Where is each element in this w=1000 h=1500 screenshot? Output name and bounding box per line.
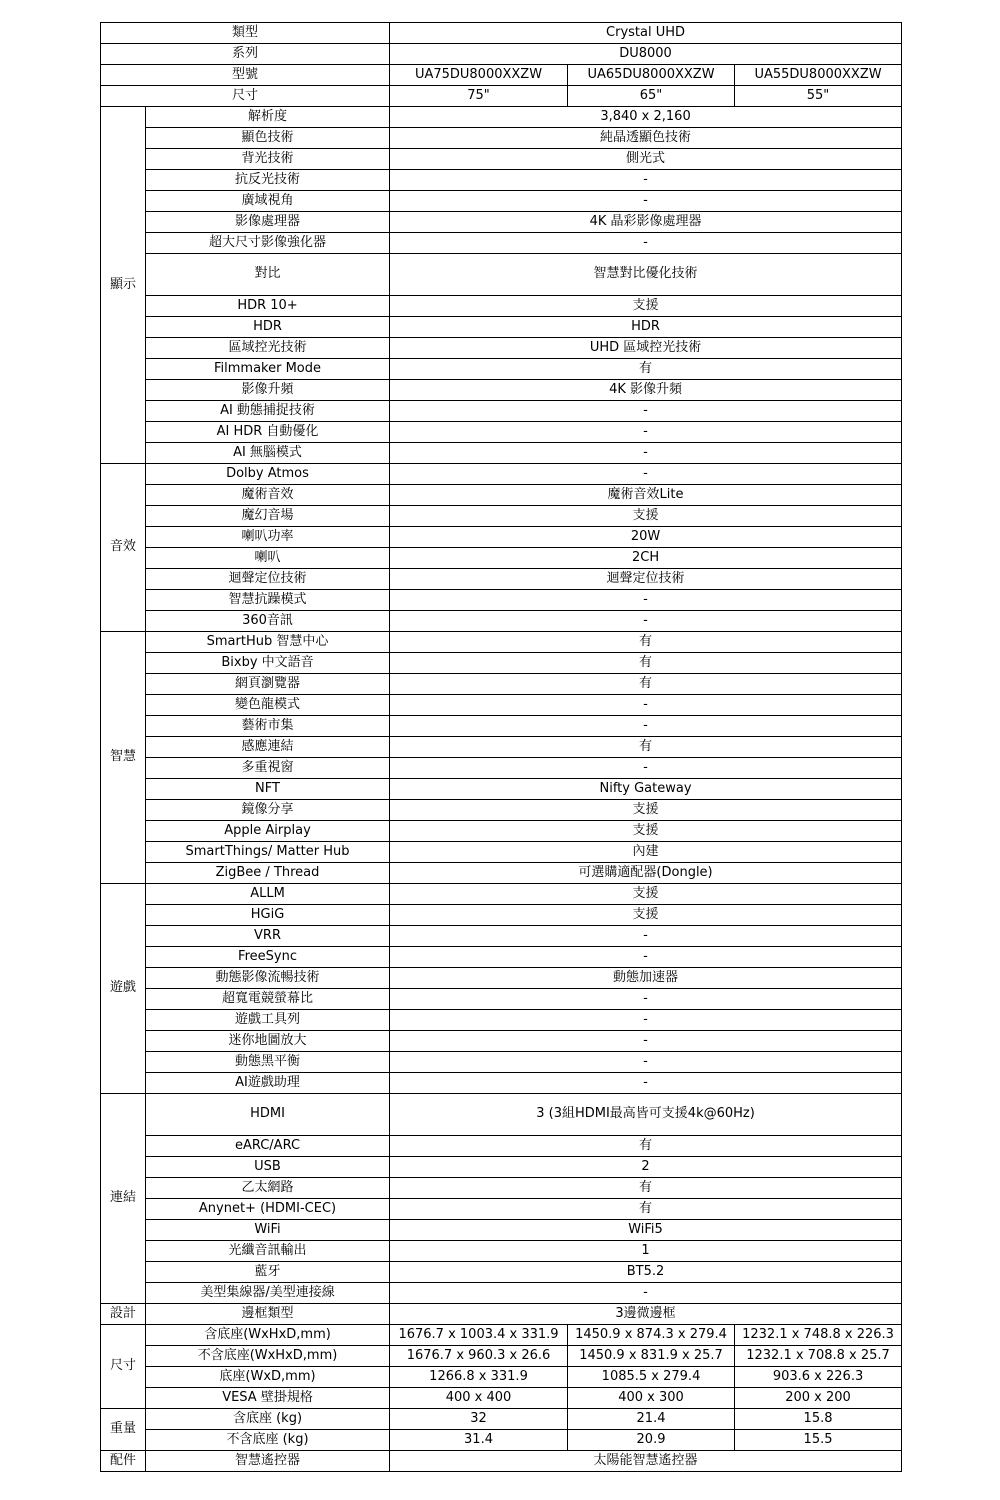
spec-row [101,590,902,611]
spec-label: 對比 [146,254,390,296]
spec-row [101,1199,902,1220]
spec-label: 超大尺寸影像強化器 [146,233,390,254]
spec-value: 有 [390,674,902,695]
spec-value: - [390,1052,902,1073]
spec-label: 含底座 (kg) [146,1409,390,1430]
spec-label: VRR [146,926,390,947]
spec-row [101,1136,902,1157]
spec-label: SmartThings/ Matter Hub [146,842,390,863]
spec-value: 31.4 [390,1430,568,1451]
header-row [101,44,902,65]
spec-row [101,1178,902,1199]
spec-row [101,359,902,380]
spec-label: HDR [146,317,390,338]
spec-value: 1 [390,1241,902,1262]
spec-value: 21.4 [568,1409,735,1430]
spec-value: 1085.5 x 279.4 [568,1367,735,1388]
spec-label: 含底座(WxHxD,mm) [146,1325,390,1346]
spec-value: 支援 [390,905,902,926]
spec-value: - [390,443,902,464]
spec-row [101,611,902,632]
spec-label: AI 無腦模式 [146,443,390,464]
spec-value: 15.5 [735,1430,902,1451]
spec-label: 影像升頻 [146,380,390,401]
spec-value: 迴聲定位技術 [390,569,902,590]
spec-value: HDR [390,317,902,338]
spec-label: ZigBee / Thread [146,863,390,884]
spec-row [101,1367,902,1388]
spec-value: - [390,716,902,737]
spec-value: - [390,464,902,485]
spec-value: 純晶透顯色技術 [390,128,902,149]
header-row [101,86,902,107]
spec-value: 2 [390,1157,902,1178]
spec-value: 3 (3組HDMI最高皆可支援4k@60Hz) [390,1094,902,1136]
spec-row [101,821,902,842]
spec-label: AI 動態捕捉技術 [146,401,390,422]
spec-value: Nifty Gateway [390,779,902,800]
spec-row [101,506,902,527]
spec-row [101,1409,902,1430]
spec-value: 20W [390,527,902,548]
spec-label: 多重視窗 [146,758,390,779]
spec-label: 變色龍模式 [146,695,390,716]
spec-value: 有 [390,1199,902,1220]
spec-label: AI遊戲助理 [146,1073,390,1094]
spec-label: 顯色技術 [146,128,390,149]
section-label: 設計 [101,1304,146,1325]
spec-value: - [390,989,902,1010]
spec-row [101,884,902,905]
section-label: 顯示 [101,107,146,464]
spec-label: USB [146,1157,390,1178]
spec-label: 智慧遙控器 [146,1451,390,1472]
spec-row [101,149,902,170]
spec-label: 鏡像分享 [146,800,390,821]
spec-row [101,905,902,926]
header-label: 型號 [101,65,390,86]
spec-row [101,653,902,674]
spec-label: 邊框類型 [146,1304,390,1325]
spec-row [101,1094,902,1136]
spec-value: - [390,758,902,779]
spec-row [101,1388,902,1409]
spec-label: 不含底座(WxHxD,mm) [146,1346,390,1367]
spec-label: Anynet+ (HDMI-CEC) [146,1199,390,1220]
spec-value: 2CH [390,548,902,569]
spec-row [101,674,902,695]
spec-label: Dolby Atmos [146,464,390,485]
spec-value: - [390,170,902,191]
spec-row [101,1283,902,1304]
spec-row [101,779,902,800]
header-label: 類型 [101,23,390,44]
header-label: 系列 [101,44,390,65]
header-value: Crystal UHD [390,23,902,44]
spec-label: Bixby 中文語音 [146,653,390,674]
spec-value: 32 [390,1409,568,1430]
spec-value: - [390,1073,902,1094]
spec-label: 解析度 [146,107,390,128]
spec-label: HDR 10+ [146,296,390,317]
spec-label: Apple Airplay [146,821,390,842]
spec-value: 903.6 x 226.3 [735,1367,902,1388]
spec-label: 智慧抗躁模式 [146,590,390,611]
spec-value: - [390,926,902,947]
spec-label: 區域控光技術 [146,338,390,359]
spec-label: HDMI [146,1094,390,1136]
spec-row [101,527,902,548]
section-label: 音效 [101,464,146,632]
spec-label: 感應連結 [146,737,390,758]
spec-value: 可選購適配器(Dongle) [390,863,902,884]
spec-label: SmartHub 智慧中心 [146,632,390,653]
spec-row [101,1304,902,1325]
spec-row [101,548,902,569]
spec-row [101,1346,902,1367]
section-label: 配件 [101,1451,146,1472]
spec-row [101,191,902,212]
spec-row [101,1073,902,1094]
section-label: 遊戲 [101,884,146,1094]
spec-row [101,716,902,737]
spec-label: 迷你地圖放大 [146,1031,390,1052]
spec-value: 支援 [390,821,902,842]
spec-value: 1450.9 x 831.9 x 25.7 [568,1346,735,1367]
spec-value: 400 x 400 [390,1388,568,1409]
spec-value: WiFi5 [390,1220,902,1241]
spec-label: HGiG [146,905,390,926]
spec-label: 影像處理器 [146,212,390,233]
section-label: 重量 [101,1409,146,1451]
spec-label: 遊戲工具列 [146,1010,390,1031]
spec-value: 有 [390,1136,902,1157]
spec-label: FreeSync [146,947,390,968]
spec-value: 支援 [390,800,902,821]
spec-value: - [390,1283,902,1304]
spec-label: 魔術音效 [146,485,390,506]
spec-value: 1676.7 x 1003.4 x 331.9 [390,1325,568,1346]
spec-value: 魔術音效Lite [390,485,902,506]
spec-label: Filmmaker Mode [146,359,390,380]
spec-row [101,338,902,359]
spec-value: - [390,233,902,254]
spec-value: UHD 區域控光技術 [390,338,902,359]
spec-row [101,485,902,506]
spec-value: - [390,611,902,632]
spec-value: 1676.7 x 960.3 x 26.6 [390,1346,568,1367]
spec-value: 400 x 300 [568,1388,735,1409]
spec-row [101,695,902,716]
spec-label: 網頁瀏覽器 [146,674,390,695]
spec-row [101,233,902,254]
spec-label: 動態影像流暢技術 [146,968,390,989]
spec-row [101,107,902,128]
spec-value: 有 [390,632,902,653]
spec-value: 1450.9 x 874.3 x 279.4 [568,1325,735,1346]
spec-value: - [390,1031,902,1052]
spec-label: NFT [146,779,390,800]
spec-row [101,1241,902,1262]
spec-value: 智慧對比優化技術 [390,254,902,296]
spec-label: 迴聲定位技術 [146,569,390,590]
spec-label: 360音訊 [146,611,390,632]
spec-label: 喇叭 [146,548,390,569]
section-label: 智慧 [101,632,146,884]
header-value: 55" [735,86,902,107]
spec-value: 有 [390,653,902,674]
spec-row [101,1031,902,1052]
spec-value: 內建 [390,842,902,863]
spec-value: - [390,695,902,716]
spec-value: 側光式 [390,149,902,170]
header-value: DU8000 [390,44,902,65]
spec-row [101,443,902,464]
spec-value: 1266.8 x 331.9 [390,1367,568,1388]
spec-row [101,380,902,401]
spec-value: 太陽能智慧遙控器 [390,1451,902,1472]
spec-label: 魔幻音場 [146,506,390,527]
header-row [101,65,902,86]
spec-row [101,1157,902,1178]
spec-value: 支援 [390,506,902,527]
spec-row [101,1010,902,1031]
spec-value: 3,840 x 2,160 [390,107,902,128]
spec-row [101,1220,902,1241]
spec-row [101,401,902,422]
spec-label: ALLM [146,884,390,905]
spec-value: 有 [390,1178,902,1199]
header-row [101,23,902,44]
spec-row [101,317,902,338]
spec-row [101,464,902,485]
spec-label: 光纖音訊輸出 [146,1241,390,1262]
spec-label: AI HDR 自動優化 [146,422,390,443]
header-value: 75" [390,86,568,107]
spec-row [101,1325,902,1346]
spec-label: 超寬電競螢幕比 [146,989,390,1010]
spec-row [101,1262,902,1283]
spec-label: eARC/ARC [146,1136,390,1157]
spec-row [101,212,902,233]
spec-row [101,632,902,653]
spec-row [101,758,902,779]
spec-row [101,422,902,443]
spec-row [101,968,902,989]
spec-label: 喇叭功率 [146,527,390,548]
spec-value: 支援 [390,884,902,905]
spec-value: 有 [390,737,902,758]
spec-label: 廣域視角 [146,191,390,212]
spec-value: 有 [390,359,902,380]
spec-label: VESA 壁掛規格 [146,1388,390,1409]
spec-value: 15.8 [735,1409,902,1430]
spec-value: - [390,947,902,968]
spec-label: 背光技術 [146,149,390,170]
spec-value: - [390,191,902,212]
section-label: 尺寸 [101,1325,146,1409]
spec-row [101,296,902,317]
spec-value: 動態加速器 [390,968,902,989]
spec-row [101,947,902,968]
spec-row [101,1052,902,1073]
spec-value: 1232.1 x 748.8 x 226.3 [735,1325,902,1346]
spec-row [101,863,902,884]
spec-label: WiFi [146,1220,390,1241]
spec-label: 藝術市集 [146,716,390,737]
spec-row [101,254,902,296]
spec-value: 200 x 200 [735,1388,902,1409]
spec-row [101,842,902,863]
header-label: 尺寸 [101,86,390,107]
spec-label: 藍牙 [146,1262,390,1283]
spec-row [101,926,902,947]
spec-label: 動態黑平衡 [146,1052,390,1073]
spec-row [101,1451,902,1472]
spec-value: - [390,590,902,611]
spec-row [101,989,902,1010]
spec-value: 支援 [390,296,902,317]
spec-value: BT5.2 [390,1262,902,1283]
spec-label: 底座(WxD,mm) [146,1367,390,1388]
spec-value: 4K 晶彩影像處理器 [390,212,902,233]
spec-value: 1232.1 x 708.8 x 25.7 [735,1346,902,1367]
spec-value: 4K 影像升頻 [390,380,902,401]
spec-value: 3邊微邊框 [390,1304,902,1325]
spec-label: 抗反光技術 [146,170,390,191]
header-value: UA65DU8000XXZW [568,65,735,86]
spec-row [101,569,902,590]
spec-row [101,737,902,758]
spec-label: 美型集線器/美型連接線 [146,1283,390,1304]
spec-label: 乙太網路 [146,1178,390,1199]
spec-value: - [390,422,902,443]
header-value: UA55DU8000XXZW [735,65,902,86]
spec-table [100,22,902,1472]
section-label: 連結 [101,1094,146,1304]
spec-value: - [390,1010,902,1031]
spec-value: - [390,401,902,422]
spec-row [101,128,902,149]
spec-row [101,1430,902,1451]
spec-value: 20.9 [568,1430,735,1451]
header-value: UA75DU8000XXZW [390,65,568,86]
spec-label: 不含底座 (kg) [146,1430,390,1451]
spec-row [101,800,902,821]
spec-row [101,170,902,191]
header-value: 65" [568,86,735,107]
